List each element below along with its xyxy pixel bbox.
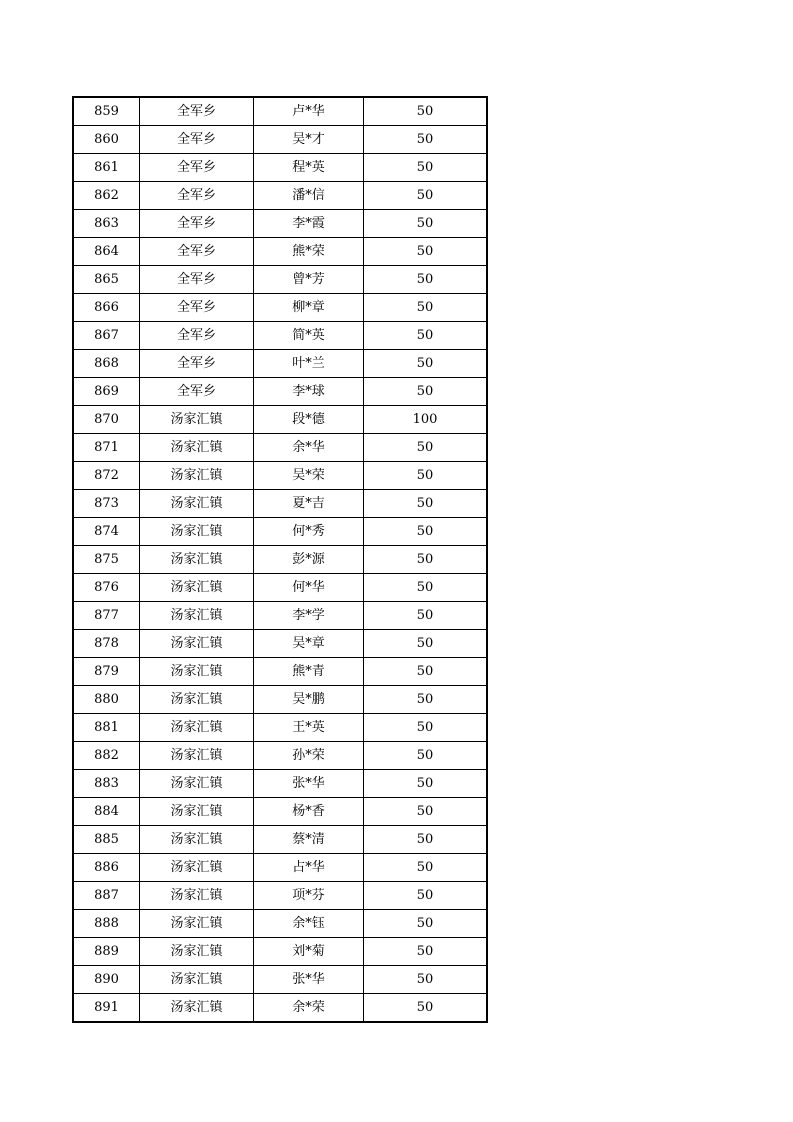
person-name-cell: 熊*青 bbox=[254, 658, 364, 686]
person-name-cell: 占*华 bbox=[254, 854, 364, 882]
row-number-cell: 885 bbox=[73, 826, 140, 854]
person-name-cell: 张*华 bbox=[254, 770, 364, 798]
table-row bbox=[73, 630, 487, 658]
amount-cell: 50 bbox=[364, 882, 488, 910]
table-row bbox=[73, 686, 487, 714]
person-name-cell: 程*英 bbox=[254, 154, 364, 182]
town-cell: 汤家汇镇 bbox=[140, 882, 254, 910]
person-name-cell: 曾*芳 bbox=[254, 266, 364, 294]
town-cell: 汤家汇镇 bbox=[140, 994, 254, 1023]
amount-cell: 50 bbox=[364, 742, 488, 770]
row-number-cell: 870 bbox=[73, 406, 140, 434]
table-row bbox=[73, 826, 487, 854]
town-cell: 全军乡 bbox=[140, 182, 254, 210]
table-row bbox=[73, 658, 487, 686]
table-row bbox=[73, 238, 487, 266]
town-cell: 全军乡 bbox=[140, 350, 254, 378]
amount-cell: 50 bbox=[364, 910, 488, 938]
amount-cell: 50 bbox=[364, 378, 488, 406]
person-name-cell: 叶*兰 bbox=[254, 350, 364, 378]
town-cell: 汤家汇镇 bbox=[140, 434, 254, 462]
town-cell: 全军乡 bbox=[140, 322, 254, 350]
amount-cell: 50 bbox=[364, 714, 488, 742]
table-row bbox=[73, 266, 487, 294]
row-number-cell: 878 bbox=[73, 630, 140, 658]
amount-cell: 50 bbox=[364, 350, 488, 378]
row-number-cell: 889 bbox=[73, 938, 140, 966]
table-row bbox=[73, 994, 487, 1023]
town-cell: 全军乡 bbox=[140, 126, 254, 154]
town-cell: 全军乡 bbox=[140, 210, 254, 238]
town-cell: 汤家汇镇 bbox=[140, 798, 254, 826]
roster-table bbox=[72, 96, 488, 1023]
person-name-cell: 段*德 bbox=[254, 406, 364, 434]
town-cell: 汤家汇镇 bbox=[140, 938, 254, 966]
row-number-cell: 874 bbox=[73, 518, 140, 546]
table-row bbox=[73, 574, 487, 602]
amount-cell: 50 bbox=[364, 854, 488, 882]
roster-table-body bbox=[73, 97, 487, 1022]
row-number-cell: 868 bbox=[73, 350, 140, 378]
town-cell: 汤家汇镇 bbox=[140, 854, 254, 882]
town-cell: 汤家汇镇 bbox=[140, 658, 254, 686]
amount-cell: 50 bbox=[364, 518, 488, 546]
row-number-cell: 869 bbox=[73, 378, 140, 406]
row-number-cell: 866 bbox=[73, 294, 140, 322]
person-name-cell: 何*秀 bbox=[254, 518, 364, 546]
amount-cell: 100 bbox=[364, 406, 488, 434]
row-number-cell: 884 bbox=[73, 798, 140, 826]
amount-cell: 50 bbox=[364, 826, 488, 854]
town-cell: 汤家汇镇 bbox=[140, 910, 254, 938]
row-number-cell: 860 bbox=[73, 126, 140, 154]
row-number-cell: 887 bbox=[73, 882, 140, 910]
row-number-cell: 862 bbox=[73, 182, 140, 210]
person-name-cell: 余*华 bbox=[254, 434, 364, 462]
table-row bbox=[73, 182, 487, 210]
amount-cell: 50 bbox=[364, 434, 488, 462]
town-cell: 汤家汇镇 bbox=[140, 462, 254, 490]
person-name-cell: 李*球 bbox=[254, 378, 364, 406]
row-number-cell: 873 bbox=[73, 490, 140, 518]
table-row bbox=[73, 434, 487, 462]
amount-cell: 50 bbox=[364, 602, 488, 630]
person-name-cell: 李*霞 bbox=[254, 210, 364, 238]
amount-cell: 50 bbox=[364, 798, 488, 826]
person-name-cell: 张*华 bbox=[254, 966, 364, 994]
table-row bbox=[73, 882, 487, 910]
person-name-cell: 潘*信 bbox=[254, 182, 364, 210]
person-name-cell: 柳*章 bbox=[254, 294, 364, 322]
row-number-cell: 861 bbox=[73, 154, 140, 182]
table-row bbox=[73, 714, 487, 742]
amount-cell: 50 bbox=[364, 490, 488, 518]
amount-cell: 50 bbox=[364, 154, 488, 182]
amount-cell: 50 bbox=[364, 630, 488, 658]
person-name-cell: 吴*荣 bbox=[254, 462, 364, 490]
amount-cell: 50 bbox=[364, 266, 488, 294]
person-name-cell: 熊*荣 bbox=[254, 238, 364, 266]
row-number-cell: 865 bbox=[73, 266, 140, 294]
person-name-cell: 杨*香 bbox=[254, 798, 364, 826]
table-row bbox=[73, 490, 487, 518]
amount-cell: 50 bbox=[364, 770, 488, 798]
row-number-cell: 880 bbox=[73, 686, 140, 714]
amount-cell: 50 bbox=[364, 238, 488, 266]
town-cell: 汤家汇镇 bbox=[140, 826, 254, 854]
table-row bbox=[73, 518, 487, 546]
town-cell: 汤家汇镇 bbox=[140, 714, 254, 742]
person-name-cell: 吴*才 bbox=[254, 126, 364, 154]
person-name-cell: 蔡*清 bbox=[254, 826, 364, 854]
town-cell: 全军乡 bbox=[140, 154, 254, 182]
row-number-cell: 890 bbox=[73, 966, 140, 994]
town-cell: 汤家汇镇 bbox=[140, 770, 254, 798]
amount-cell: 50 bbox=[364, 210, 488, 238]
amount-cell: 50 bbox=[364, 462, 488, 490]
row-number-cell: 882 bbox=[73, 742, 140, 770]
row-number-cell: 872 bbox=[73, 462, 140, 490]
town-cell: 汤家汇镇 bbox=[140, 518, 254, 546]
person-name-cell: 简*英 bbox=[254, 322, 364, 350]
amount-cell: 50 bbox=[364, 994, 488, 1023]
person-name-cell: 项*芬 bbox=[254, 882, 364, 910]
table-row bbox=[73, 854, 487, 882]
town-cell: 全军乡 bbox=[140, 238, 254, 266]
person-name-cell: 李*学 bbox=[254, 602, 364, 630]
person-name-cell: 吴*鹏 bbox=[254, 686, 364, 714]
person-name-cell: 吴*章 bbox=[254, 630, 364, 658]
person-name-cell: 王*英 bbox=[254, 714, 364, 742]
amount-cell: 50 bbox=[364, 546, 488, 574]
town-cell: 汤家汇镇 bbox=[140, 966, 254, 994]
amount-cell: 50 bbox=[364, 97, 488, 126]
town-cell: 全军乡 bbox=[140, 378, 254, 406]
row-number-cell: 877 bbox=[73, 602, 140, 630]
row-number-cell: 859 bbox=[73, 97, 140, 126]
amount-cell: 50 bbox=[364, 686, 488, 714]
town-cell: 汤家汇镇 bbox=[140, 546, 254, 574]
table-row bbox=[73, 910, 487, 938]
amount-cell: 50 bbox=[364, 294, 488, 322]
table-row bbox=[73, 546, 487, 574]
table-row bbox=[73, 798, 487, 826]
amount-cell: 50 bbox=[364, 938, 488, 966]
row-number-cell: 888 bbox=[73, 910, 140, 938]
row-number-cell: 891 bbox=[73, 994, 140, 1023]
table-row bbox=[73, 154, 487, 182]
town-cell: 汤家汇镇 bbox=[140, 490, 254, 518]
table-row bbox=[73, 966, 487, 994]
amount-cell: 50 bbox=[364, 322, 488, 350]
town-cell: 汤家汇镇 bbox=[140, 686, 254, 714]
row-number-cell: 879 bbox=[73, 658, 140, 686]
table-row bbox=[73, 210, 487, 238]
row-number-cell: 871 bbox=[73, 434, 140, 462]
amount-cell: 50 bbox=[364, 126, 488, 154]
row-number-cell: 883 bbox=[73, 770, 140, 798]
town-cell: 汤家汇镇 bbox=[140, 406, 254, 434]
table-row bbox=[73, 126, 487, 154]
table-row bbox=[73, 294, 487, 322]
amount-cell: 50 bbox=[364, 574, 488, 602]
table-row bbox=[73, 350, 487, 378]
town-cell: 全军乡 bbox=[140, 97, 254, 126]
table-row bbox=[73, 938, 487, 966]
person-name-cell: 夏*吉 bbox=[254, 490, 364, 518]
row-number-cell: 864 bbox=[73, 238, 140, 266]
table-row bbox=[73, 602, 487, 630]
town-cell: 全军乡 bbox=[140, 266, 254, 294]
table-row bbox=[73, 97, 487, 126]
row-number-cell: 875 bbox=[73, 546, 140, 574]
person-name-cell: 彭*源 bbox=[254, 546, 364, 574]
amount-cell: 50 bbox=[364, 966, 488, 994]
row-number-cell: 867 bbox=[73, 322, 140, 350]
row-number-cell: 863 bbox=[73, 210, 140, 238]
amount-cell: 50 bbox=[364, 658, 488, 686]
table-row bbox=[73, 406, 487, 434]
person-name-cell: 余*荣 bbox=[254, 994, 364, 1023]
table-row bbox=[73, 322, 487, 350]
row-number-cell: 876 bbox=[73, 574, 140, 602]
person-name-cell: 何*华 bbox=[254, 574, 364, 602]
person-name-cell: 孙*荣 bbox=[254, 742, 364, 770]
person-name-cell: 余*钰 bbox=[254, 910, 364, 938]
table-row bbox=[73, 770, 487, 798]
table-row bbox=[73, 462, 487, 490]
person-name-cell: 卢*华 bbox=[254, 97, 364, 126]
amount-cell: 50 bbox=[364, 182, 488, 210]
row-number-cell: 881 bbox=[73, 714, 140, 742]
town-cell: 汤家汇镇 bbox=[140, 742, 254, 770]
town-cell: 汤家汇镇 bbox=[140, 630, 254, 658]
row-number-cell: 886 bbox=[73, 854, 140, 882]
town-cell: 汤家汇镇 bbox=[140, 602, 254, 630]
town-cell: 全军乡 bbox=[140, 294, 254, 322]
table-row bbox=[73, 742, 487, 770]
town-cell: 汤家汇镇 bbox=[140, 574, 254, 602]
table-row bbox=[73, 378, 487, 406]
person-name-cell: 刘*菊 bbox=[254, 938, 364, 966]
